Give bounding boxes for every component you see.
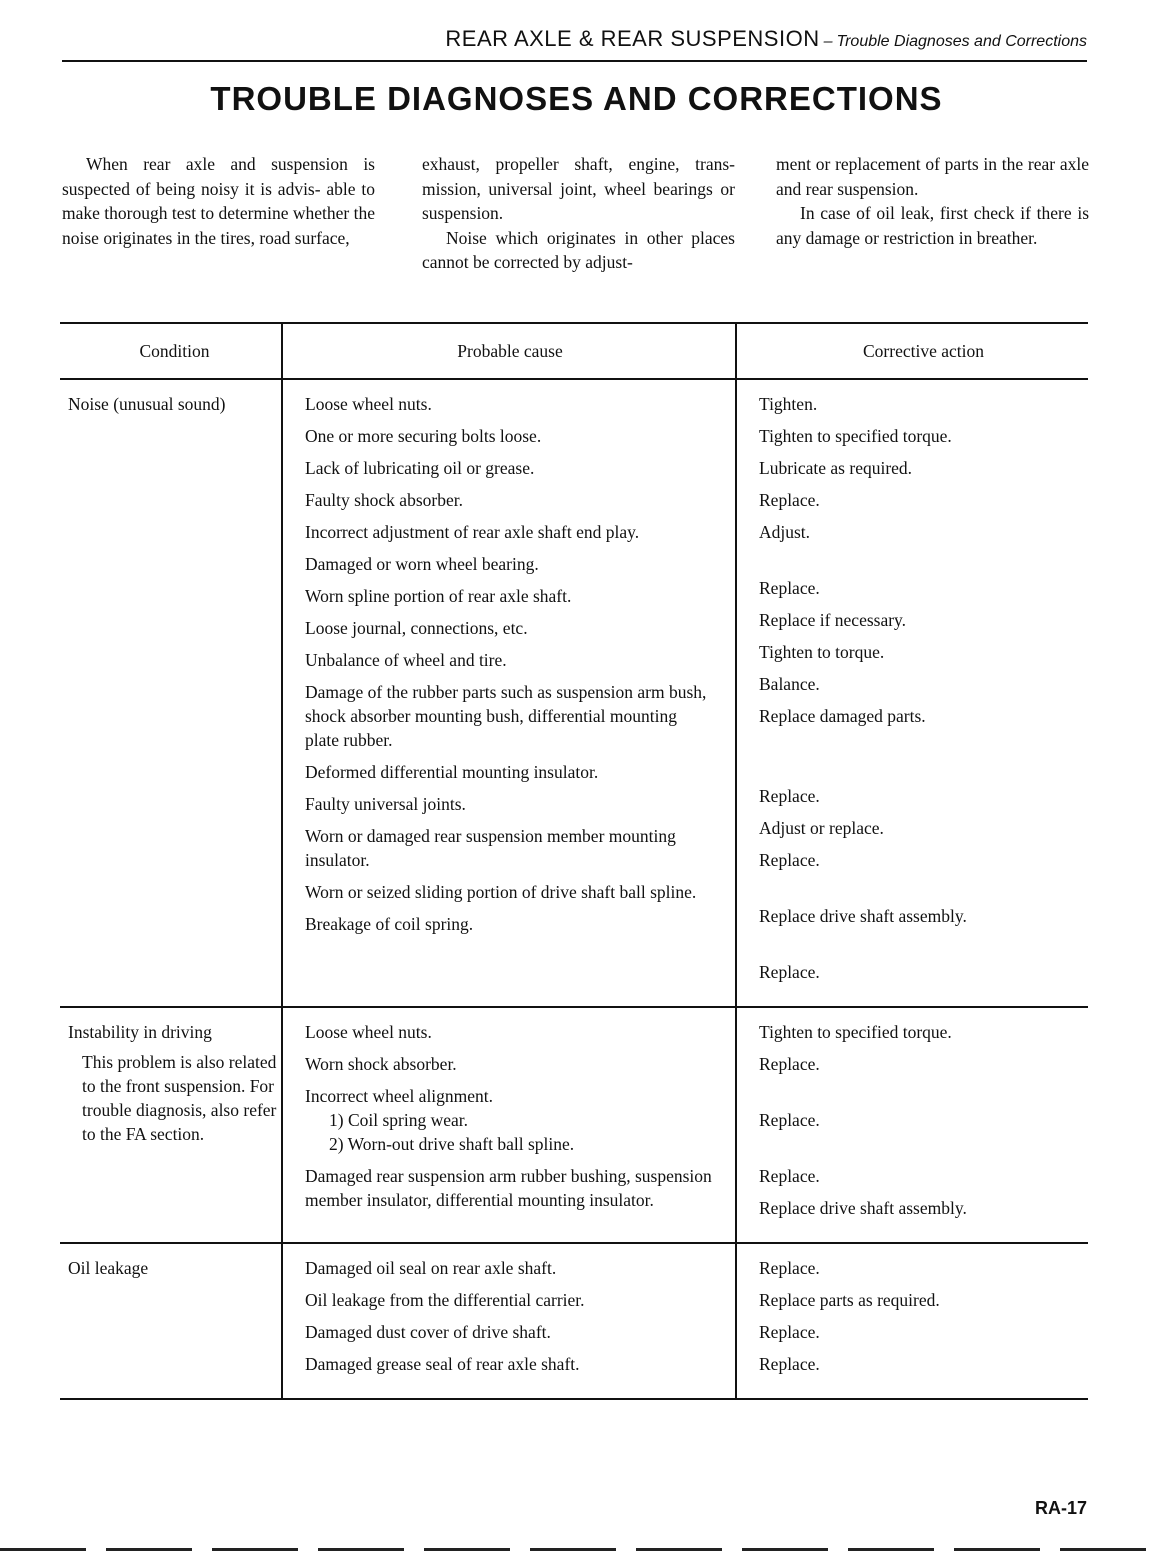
action-item: Replace. bbox=[759, 1110, 820, 1130]
cause-item: Unbalance of wheel and tire. bbox=[305, 650, 507, 670]
running-header bbox=[445, 26, 1087, 52]
condition-instability bbox=[60, 1007, 282, 1243]
action-item: Replace drive shaft assembly. bbox=[759, 1198, 967, 1218]
actions-instability bbox=[736, 1007, 1088, 1243]
spacer bbox=[759, 936, 1088, 960]
causes-instability bbox=[282, 1007, 736, 1243]
cause-item: Deformed differential mounting insulator. bbox=[305, 762, 599, 782]
intro-paragraph-1: When rear axle and suspension is suspected of being noisy it is advis- able to make thorough test to determine whether the noise originates in the tires, road surface, bbox=[62, 154, 375, 248]
cause-item: Incorrect wheel alignment. bbox=[305, 1086, 494, 1106]
header-section: REAR AXLE & REAR SUSPENSION bbox=[445, 26, 820, 51]
action-item: Replace parts as required. bbox=[759, 1290, 940, 1310]
action-item: Adjust. bbox=[759, 522, 811, 542]
cause-item: Damage of the rubber parts such as suspension arm bush, shock absorber mounting bush, differential mounting plate rubber. bbox=[305, 682, 707, 750]
cause-item: Loose wheel nuts. bbox=[305, 394, 432, 414]
spacer bbox=[759, 760, 1088, 784]
cause-item: Damaged rear suspension arm rubber bushing, suspension member insulator, differential mounting insulator. bbox=[305, 1166, 712, 1210]
spacer bbox=[759, 880, 1088, 904]
condition-note: This problem is also related to the front suspension. For trouble diagnosis, also refer to the FA section. bbox=[82, 1052, 277, 1144]
page-number: RA-17 bbox=[1034, 1498, 1087, 1518]
cause-item: Damaged grease seal of rear axle shaft. bbox=[305, 1354, 580, 1374]
actions-oil-leakage bbox=[736, 1243, 1088, 1399]
intro-paragraph-2: Noise which originates in other places cannot be corrected by adjust- bbox=[422, 227, 735, 272]
header-separator: – bbox=[823, 33, 833, 50]
cause-item: Lack of lubricating oil or grease. bbox=[305, 458, 535, 478]
action-item: Replace. bbox=[759, 850, 820, 870]
condition-label: Oil leakage bbox=[68, 1258, 149, 1278]
spacer bbox=[759, 552, 1088, 576]
condition-noise bbox=[60, 379, 282, 1007]
cause-subitem: 1) Coil spring wear. bbox=[329, 1110, 469, 1130]
action-item: Replace. bbox=[759, 1166, 820, 1186]
cause-item: Worn or seized sliding portion of drive shaft ball spline. bbox=[305, 882, 697, 902]
footer-dashed-rule bbox=[0, 1548, 1153, 1551]
causes-noise bbox=[282, 379, 736, 1007]
table-header-row bbox=[60, 323, 1088, 379]
table-row-oil-leakage bbox=[60, 1243, 1088, 1399]
action-item: Replace damaged parts. bbox=[759, 706, 926, 726]
cause-item: Damaged oil seal on rear axle shaft. bbox=[305, 1258, 557, 1278]
cause-item: Oil leakage from the differential carrier. bbox=[305, 1290, 585, 1310]
cause-item: Worn spline portion of rear axle shaft. bbox=[305, 586, 572, 606]
cause-item: Incorrect adjustment of rear axle shaft end play. bbox=[305, 522, 640, 542]
action-item: Replace. bbox=[759, 490, 820, 510]
header-action: Corrective action bbox=[736, 323, 1088, 379]
header-condition: Condition bbox=[60, 323, 282, 379]
intro-paragraph-1-continued: exhaust, propeller shaft, engine, trans- mission, universal joint, wheel bearings or suspension. bbox=[422, 154, 735, 223]
table-row-noise bbox=[60, 379, 1088, 1007]
diagnosis-table bbox=[60, 322, 1088, 1400]
cause-item: Breakage of coil spring. bbox=[305, 914, 474, 934]
spacer bbox=[759, 736, 1088, 760]
action-item: Replace. bbox=[759, 1322, 820, 1342]
page-title: TROUBLE DIAGNOSES AND CORRECTIONS bbox=[210, 80, 943, 117]
action-item: Tighten to specified torque. bbox=[759, 426, 952, 446]
action-item: Tighten to torque. bbox=[759, 642, 885, 662]
condition-oil-leakage bbox=[60, 1243, 282, 1399]
actions-noise bbox=[736, 379, 1088, 1007]
action-item: Tighten. bbox=[759, 394, 818, 414]
condition-label: Instability in driving bbox=[68, 1022, 212, 1042]
intro-column-1 bbox=[62, 152, 375, 250]
cause-item: Faulty universal joints. bbox=[305, 794, 466, 814]
header-subsection: Trouble Diagnoses and Corrections bbox=[836, 33, 1087, 50]
intro-paragraph-3: In case of oil leak, first check if there is any damage or restriction in breather. bbox=[776, 203, 1089, 248]
action-item: Replace. bbox=[759, 1258, 820, 1278]
cause-item: Faulty shock absorber. bbox=[305, 490, 463, 510]
cause-item: Loose journal, connections, etc. bbox=[305, 618, 528, 638]
causes-oil-leakage bbox=[282, 1243, 736, 1399]
intro-column-2 bbox=[422, 152, 735, 275]
header-cause: Probable cause bbox=[282, 323, 736, 379]
spacer bbox=[759, 1084, 1088, 1108]
action-item: Adjust or replace. bbox=[759, 818, 884, 838]
action-item: Replace. bbox=[759, 1054, 820, 1074]
cause-item: Damaged or worn wheel bearing. bbox=[305, 554, 539, 574]
action-item: Replace. bbox=[759, 962, 820, 982]
action-item: Replace if necessary. bbox=[759, 610, 907, 630]
intro-paragraph-2-continued: ment or replacement of parts in the rear axle and rear suspension. bbox=[776, 154, 1089, 199]
diagnosis-table-container bbox=[60, 322, 1088, 1400]
action-item: Tighten to specified torque. bbox=[759, 1022, 952, 1042]
table-row-instability bbox=[60, 1007, 1088, 1243]
intro-column-3 bbox=[776, 152, 1089, 250]
cause-item: Worn shock absorber. bbox=[305, 1054, 457, 1074]
cause-item: One or more securing bolts loose. bbox=[305, 426, 542, 446]
action-item: Replace. bbox=[759, 578, 820, 598]
cause-item: Worn or damaged rear suspension member mounting insulator. bbox=[305, 826, 676, 870]
header-rule bbox=[62, 60, 1087, 62]
action-item: Replace. bbox=[759, 786, 820, 806]
condition-label: Noise (unusual sound) bbox=[68, 394, 226, 414]
cause-item: Loose wheel nuts. bbox=[305, 1022, 432, 1042]
action-item: Balance. bbox=[759, 674, 820, 694]
cause-item: Damaged dust cover of drive shaft. bbox=[305, 1322, 551, 1342]
spacer bbox=[759, 1140, 1088, 1164]
action-item: Replace drive shaft assembly. bbox=[759, 906, 967, 926]
action-item: Replace. bbox=[759, 1354, 820, 1374]
cause-subitem: 2) Worn-out drive shaft ball spline. bbox=[329, 1134, 575, 1154]
action-item: Lubricate as required. bbox=[759, 458, 913, 478]
